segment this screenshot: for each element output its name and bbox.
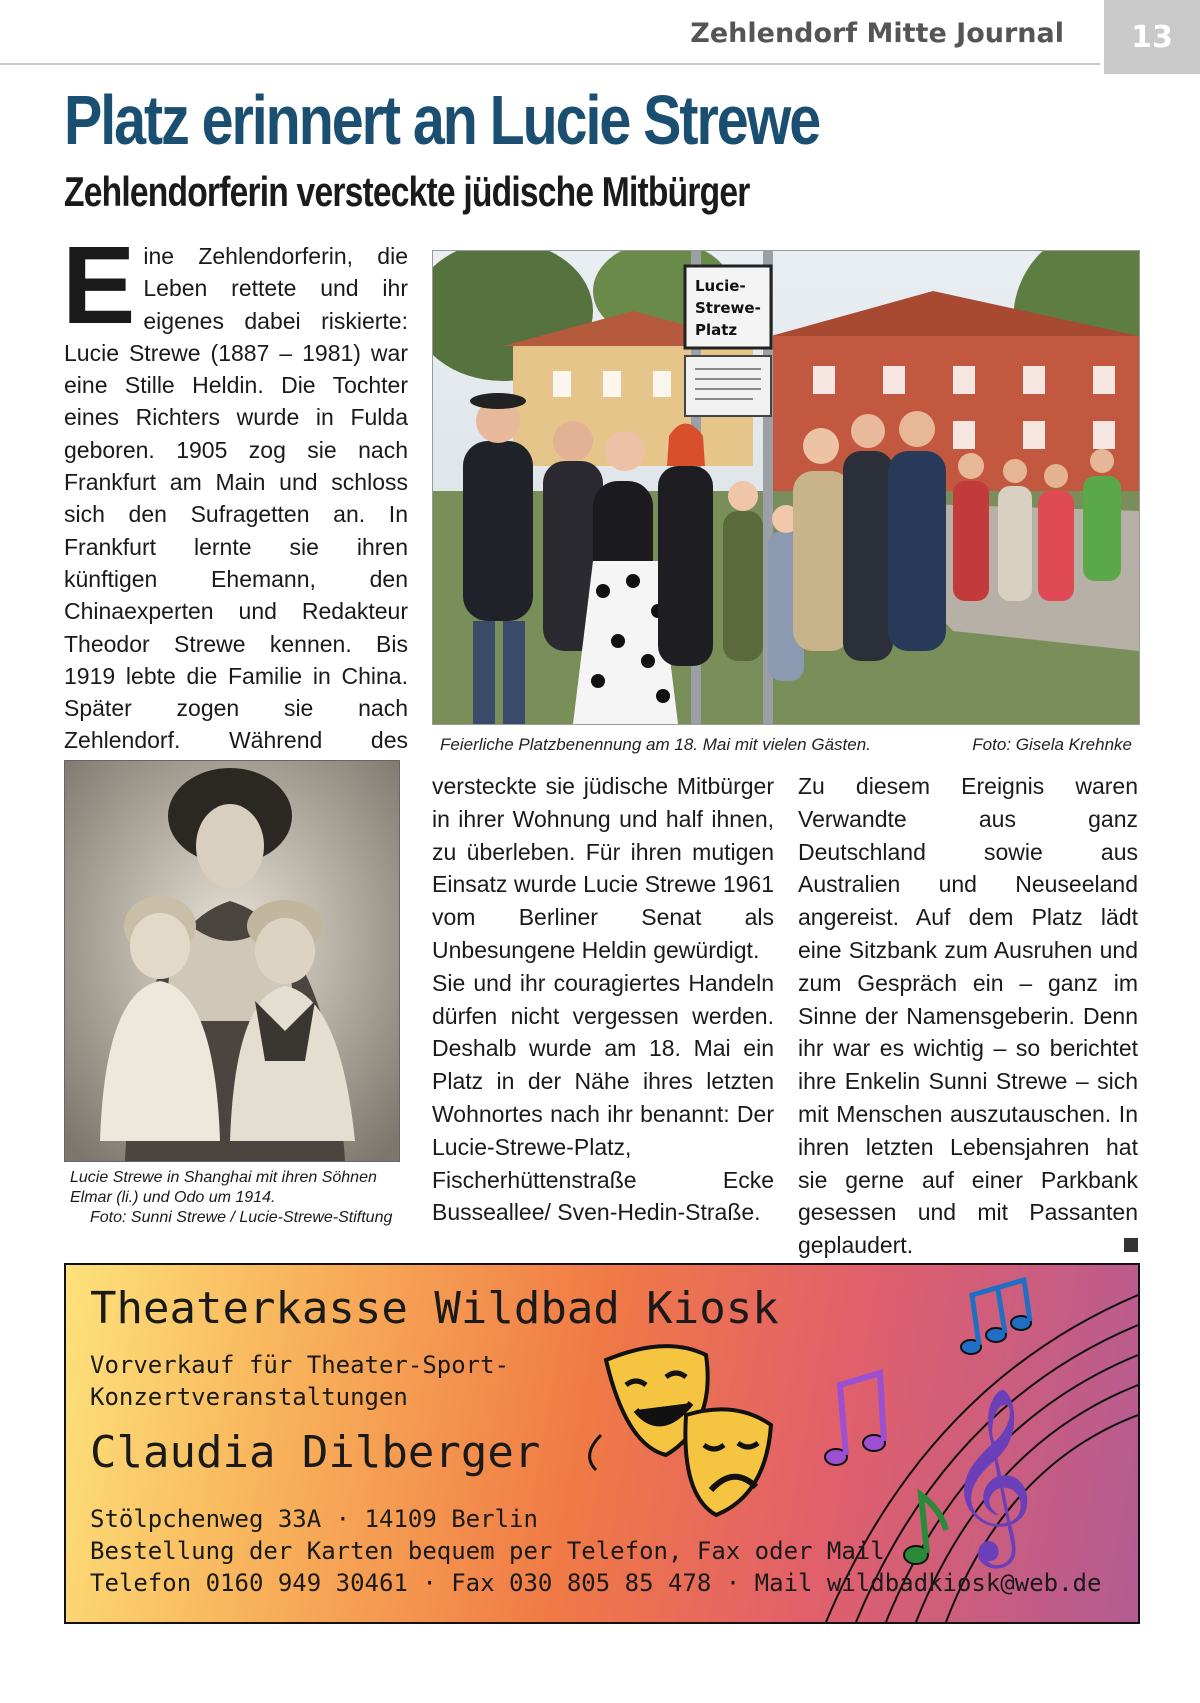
end-of-article-mark <box>1124 1238 1138 1252</box>
column-2-paragraph-1: versteckte sie jüdische Mitbürger in ihrer Wohnung und half ihnen, zu überleben. Für ihren mutigen Einsatz wurde Lucie Strewe 1961 vom Berliner Senat als Unbesungene Heldin gewürdigt. <box>432 773 774 963</box>
ad-owner-name: Claudia Dilberger <box>90 1427 541 1478</box>
article-column-3 <box>798 770 1138 1262</box>
ceremony-photo-illustration <box>433 251 1139 724</box>
journal-title: Zehlendorf Mitte Journal <box>690 18 1064 49</box>
ad-contact: Telefon 0160 949 30461 · Fax 030 805 85 478 · Mail wildbadkiosk@web.de <box>90 1569 1102 1597</box>
article-headline: Platz erinnert an Lucie Strewe <box>64 81 820 159</box>
ceremony-photo <box>432 250 1140 725</box>
ad-address: Stölpchenweg 33A · 14109 Berlin <box>90 1505 538 1533</box>
historical-photo-illustration <box>65 761 399 1161</box>
page-number: 13 <box>1104 0 1200 74</box>
ceremony-photo-credit: Foto: Gisela Krehnke <box>972 735 1132 754</box>
svg-text:Platz: Platz <box>695 321 738 339</box>
advertisement-theaterkasse <box>64 1263 1140 1624</box>
header-rule <box>0 63 1100 65</box>
svg-text:Lucie-: Lucie- <box>695 277 746 295</box>
ceremony-photo-caption <box>440 735 1132 755</box>
ceremony-caption-text: Feierliche Platzbenennung am 18. Mai mit vielen Gästen. <box>440 735 871 754</box>
historical-caption-text: Lucie Strewe in Shanghai mit ihren Söhnen Elmar (li.) und Odo um 1914. <box>70 1169 377 1206</box>
theatre-masks-icon <box>590 1346 771 1515</box>
svg-text:Strewe-: Strewe- <box>695 299 761 317</box>
ad-business-name: Theaterkasse Wildbad Kiosk <box>90 1283 779 1334</box>
historical-photo <box>64 760 400 1162</box>
historical-photo-caption <box>70 1168 410 1228</box>
article-column-1 <box>62 224 408 789</box>
column-1-text: ine Zehlendorferin, die Leben rettete und ihr eigenes dabei riskierte: Lucie Strewe (1887 – 1981) war eine Stille Heldin. Die Tochter eines Richters wurde in Fulda geboren. 1905 zog sie nach Frankfurt am Main und schloss sich den Sufragetten an. In Frankfurt lernte sie ihren künftigen Ehemann, den Chinaexperten und Redakteur Theodor Strewe kennen. Bis 1919 lebte die Familie in China. Später zogen sie nach Zehlendorf. Während des <box>64 243 408 754</box>
article-column-2 <box>432 770 774 1229</box>
column-3-text: Zu diesem Ereignis waren Verwandte aus ganz Deutschland sowie aus Australien und Neuseeland angereist. Auf dem Platz lädt eine Sitzbank zum Ausruhen und zum Gespräch ein – ganz im Sinne der Namensgeberin. Denn ihr war es wichtig – so berichtet ihre Enkelin Sunni Strewe – sich mit Menschen auszutauschen. In ihren letzten Lebensjahren hat sie gerne auf einer Parkbank gesessen und mit Passanten geplaudert. <box>798 773 1138 1259</box>
column-2-paragraph-2: Sie und ihr couragiertes Handeln dürfen nicht vergessen werden. Deshalb wurde am 18. Mai ein Platz in der Nähe ihres letzten Wohnortes nach ihr benannt: Der Lucie-Strewe-Platz, Fischerhüttenstraße Ecke Busseallee/ Sven-Hedin-Straße. <box>432 969 774 1226</box>
historical-photo-credit: Foto: Sunni Strewe / Lucie-Strewe-Stiftung <box>90 1209 393 1226</box>
ad-contact-block <box>90 1503 1101 1599</box>
treble-clef-icon: 𝄞 <box>946 1387 1035 1561</box>
drop-cap: E <box>62 224 136 347</box>
ad-order-info: Bestellung der Karten bequem per Telefon, Fax oder Mail <box>90 1537 885 1565</box>
article-subheadline: Zehlendorferin versteckte jüdische Mitbürger <box>64 168 750 215</box>
ad-tagline: Vorverkauf für Theater-Sport-Konzertveranstaltungen <box>90 1351 510 1411</box>
